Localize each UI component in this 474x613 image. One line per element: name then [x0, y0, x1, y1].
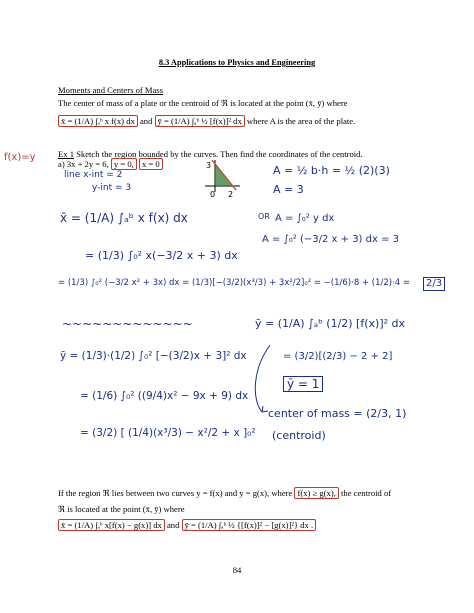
area-result: A = 3 — [273, 183, 304, 196]
between-tail-text: the centroid of — [341, 488, 392, 498]
y-intercept-note: y-int = 3 — [92, 183, 132, 193]
triangle-area: A = ½ b·h = ½ (2)(3) — [273, 164, 390, 177]
xbar-definition: x̄ = (1/A) ∫ₐᵇ x f(x) dx — [60, 211, 188, 225]
condition-x0: x = 0 — [139, 158, 163, 170]
ybar-step-1: ȳ = (1/3)·(1/2) ∫₀² [−(3/2)x + 3]² dx — [60, 350, 247, 362]
svg-text:2: 2 — [228, 190, 234, 199]
example-text: Sketch the region bounded by the curves. Then find the coordinates of the centroid. — [76, 149, 363, 159]
scribble: ~~~~~~~~~~~~~ — [62, 317, 193, 331]
centroid-label: (centroid) — [272, 429, 326, 442]
between-condition: f(x) ≥ g(x), — [294, 487, 338, 499]
page-title: 8.3 Applications to Physics and Engineering — [158, 58, 316, 67]
and-text-2: and — [166, 520, 180, 530]
ybar-answer: ȳ = 1 — [283, 376, 323, 392]
example-a-equation: a) 3x + 2y = 6, — [58, 159, 109, 169]
example-heading: Ex 1 — [58, 149, 74, 159]
where-area-text: where A is the area of the plate. — [246, 116, 356, 126]
or-label: OR — [258, 212, 270, 221]
xbar-answer: 2/3 — [423, 277, 445, 291]
xbar-step-2: = (1/3) ∫₀² (−3/2 x² + 3x) dx = (1/3)[−(3/2)(x³/3) + 3x²/2]₀² = −(1/6)·8 + (1/2)·4 = — [58, 278, 410, 288]
xbar-step-1: = (1/3) ∫₀² x(−3/2 x + 3) dx — [85, 249, 238, 262]
or-area-evaluated: A = ∫₀² (−3/2 x + 3) dx = 3 — [262, 234, 399, 245]
svg-text:0: 0 — [210, 190, 216, 199]
ybar-step-3: = (3/2) [ (1/4)(x³/3) − x²/2 + x ]₀² — [80, 427, 256, 439]
center-of-mass: center of mass = (2/3, 1) — [268, 407, 407, 420]
page-number: 84 — [232, 565, 242, 575]
formula-xbar: x̄ = (1/A) ∫ₐᵇ x f(x) dx — [58, 115, 138, 127]
ybar-definition: ȳ = (1/A) ∫ₐᵇ (1/2) [f(x)]² dx — [255, 317, 406, 330]
formula-xbar-between: x̄ = (1/A) ∫ₐᵇ x[f(x) − g(x)] dx — [58, 519, 165, 531]
line-intercept-note: line x-int = 2 — [64, 170, 123, 180]
condition-y0: y = 0, — [111, 158, 137, 170]
and-text-1: and — [139, 116, 153, 126]
located-text: ℜ is located at the point (x̄, ȳ) where — [58, 504, 185, 514]
svg-text:3: 3 — [206, 161, 212, 170]
formula-ybar: ȳ = (1/A) ∫ₐᵇ ½ [f(x)]² dx — [155, 115, 245, 127]
section-subtitle: Moments and Centers of Mass — [58, 85, 164, 95]
formula-ybar-between: ȳ = (1/A) ∫ₐᵇ ½ {[f(x)]² − [g(x)]²} dx . — [182, 519, 317, 531]
or-area-integral: A = ∫₀² y dx — [275, 213, 335, 224]
intro-text: The center of mass of a plate or the centroid of ℜ is located at the point (x̄, ȳ) where — [58, 98, 348, 108]
ybar-right-step: = (3/2)[(2/3) − 2 + 2] — [283, 351, 393, 362]
margin-note: f(x)=y — [4, 152, 36, 163]
ybar-step-2: = (1/6) ∫₀² ((9/4)x² − 9x + 9) dx — [80, 390, 249, 402]
between-text: If the region ℜ lies between two curves y = f(x) and y = g(x), where — [58, 488, 293, 498]
